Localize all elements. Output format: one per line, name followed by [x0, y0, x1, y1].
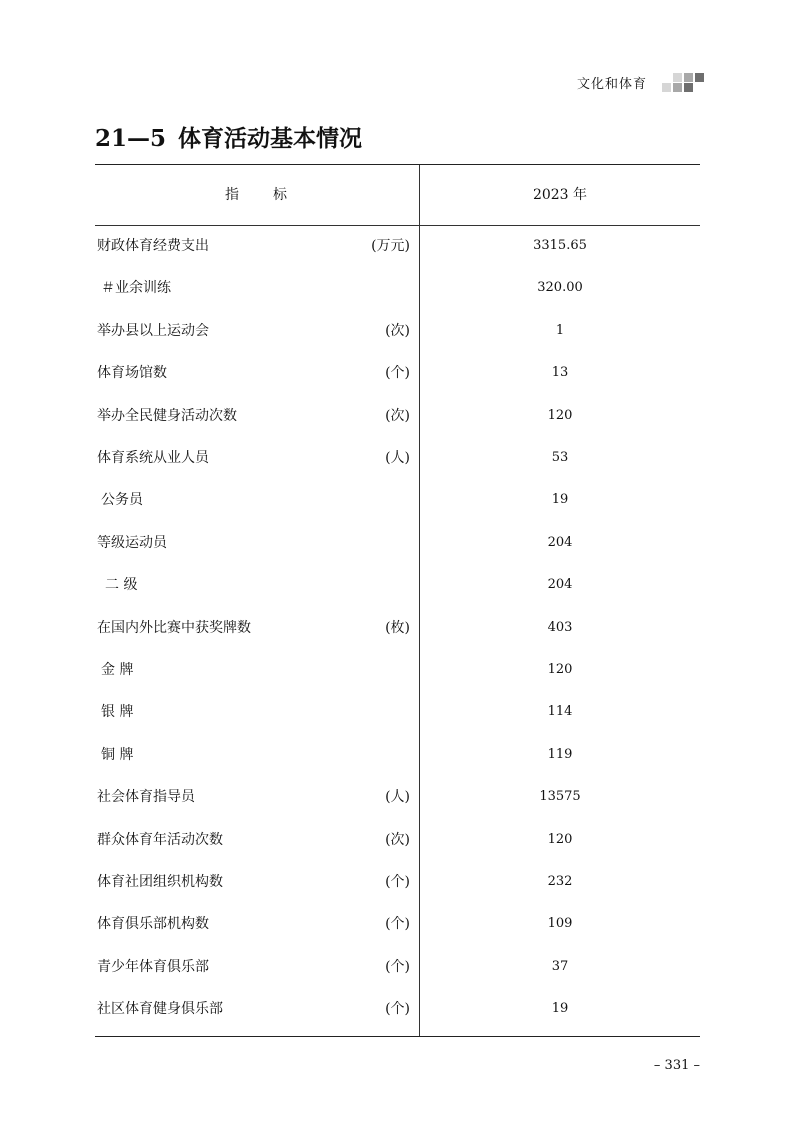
row-label: 群众体育年活动次数: [97, 831, 223, 848]
row-value: 3315.65: [533, 238, 587, 253]
row-value: 403: [547, 619, 573, 635]
row-value: 120: [547, 407, 573, 423]
section-name: 文化和体育: [577, 77, 648, 92]
row-value: 19: [551, 492, 569, 508]
column-header-indicator: 指 标: [225, 187, 289, 203]
table-row: [95, 437, 700, 479]
table-row: [95, 310, 700, 352]
table-row: [95, 861, 700, 903]
deco-square: [662, 83, 671, 92]
row-value: 1: [555, 322, 565, 338]
deco-square: [673, 73, 682, 82]
row-label: 银 牌: [101, 704, 134, 721]
row-unit: (人): [385, 450, 410, 466]
row-label: 等级运动员: [97, 534, 167, 551]
row-label: 体育俱乐部机构数: [97, 916, 209, 933]
row-value: 204: [547, 534, 573, 550]
row-label: 体育社团组织机构数: [97, 874, 223, 890]
row-unit: (万元): [371, 238, 410, 254]
row-value: 114: [547, 704, 573, 720]
row-unit: (个): [385, 958, 410, 975]
header-checker-decoration: [662, 70, 704, 94]
table-row: [95, 649, 700, 691]
row-value: 13: [551, 365, 569, 381]
row-unit: (个): [385, 365, 410, 382]
table-row: [95, 352, 700, 394]
row-label: 社区体育健身俱乐部: [97, 1001, 223, 1018]
row-label: 社会体育指导员: [97, 789, 195, 806]
deco-square: [695, 73, 704, 82]
table-row: [95, 776, 700, 818]
page-number: – 331 –: [653, 1058, 700, 1073]
row-value: 320.00: [537, 280, 583, 296]
row-label: 在国内外比赛中获奖牌数: [97, 619, 251, 636]
table-row: [95, 988, 700, 1030]
table-row: [95, 903, 700, 945]
row-label: 财政体育经费支出: [97, 238, 209, 254]
table-row: [95, 267, 700, 309]
table-row: [95, 522, 700, 564]
table-row: [95, 734, 700, 776]
row-value: 37: [551, 958, 569, 974]
table-row: [95, 225, 700, 267]
row-label: 青少年体育俱乐部: [97, 958, 209, 975]
row-value: 53: [551, 450, 569, 465]
table-header-row: [95, 165, 700, 226]
deco-square: [684, 83, 693, 92]
row-label: 铜 牌: [101, 746, 134, 763]
row-unit: (人): [385, 789, 410, 806]
row-label: 举办全民健身活动次数: [97, 407, 237, 424]
table-row: [95, 479, 700, 521]
row-label: ＃业余训练: [101, 280, 171, 297]
table-title-text: 体育活动基本情况: [178, 125, 363, 152]
row-unit: (次): [385, 407, 410, 424]
row-value: 232: [547, 874, 573, 889]
deco-square: [684, 73, 693, 82]
table-number: 21—5: [95, 125, 167, 152]
row-unit: (次): [385, 322, 410, 339]
row-value: 120: [547, 662, 573, 677]
row-value: 13575: [539, 789, 581, 805]
row-label: 体育系统从业人员: [97, 450, 209, 466]
row-unit: (个): [385, 916, 410, 933]
table-row: [95, 691, 700, 733]
table-row: [95, 819, 700, 861]
row-label: 公务员: [101, 492, 143, 509]
row-label: 体育场馆数: [97, 365, 167, 382]
row-unit: (个): [385, 1001, 410, 1018]
table-row: [95, 946, 700, 988]
table-row: [95, 607, 700, 649]
row-label: 举办县以上运动会: [97, 322, 209, 339]
row-unit: (枚): [385, 619, 410, 636]
row-value: 120: [547, 831, 573, 847]
row-value: 119: [547, 746, 573, 762]
row-value: 19: [551, 1001, 569, 1017]
statistics-table: [95, 164, 700, 1037]
deco-square: [673, 83, 682, 92]
row-label: 二 级: [105, 577, 138, 594]
table-title: [95, 120, 362, 153]
row-unit: (个): [385, 874, 410, 890]
row-unit: (次): [385, 831, 410, 848]
row-value: 204: [547, 577, 573, 593]
column-header-year: 2023 年: [532, 187, 588, 203]
table-row: [95, 395, 700, 437]
row-label: 金 牌: [101, 662, 134, 678]
row-value: 109: [547, 916, 573, 932]
table-row: [95, 564, 700, 606]
